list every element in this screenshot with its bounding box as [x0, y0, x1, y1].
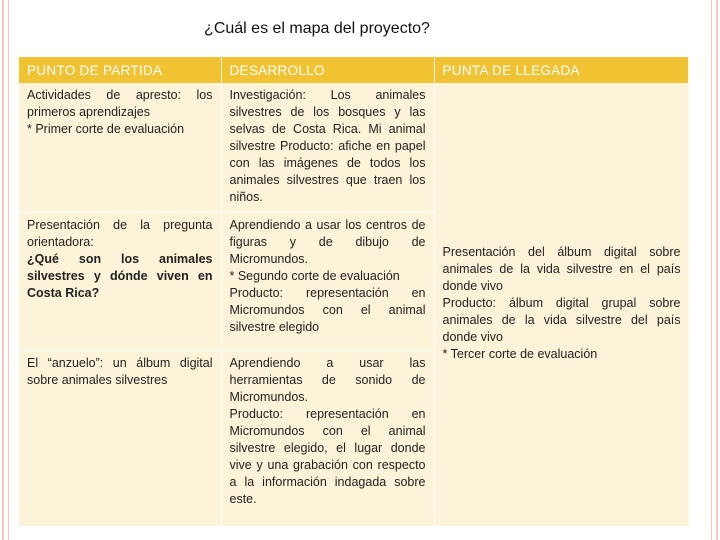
cell-text: Presentación del álbum digital sobre animales de la vida silvestre en el país donde vivo [442, 245, 681, 293]
header-punta-de-llegada: PUNTA DE LLEGADA [434, 57, 689, 83]
cell-text: Actividades de apresto: los primeros aprendizajes [27, 88, 213, 119]
frame-line-left-inner [8, 0, 9, 540]
frame-line-left-outer [2, 0, 4, 540]
cell-text: Aprendiendo a usar los centros de figuras y de dibujo de Micromundos. [229, 218, 426, 266]
project-map-table [19, 57, 689, 527]
table-header-row [19, 57, 689, 83]
cell-text: Aprendiendo a usar las herramientas de sonido de Micromundos. [229, 356, 426, 404]
cell-text: El “anzuelo”: un álbum digital sobre animales silvestres [27, 356, 213, 387]
cell-partida-1 [19, 83, 221, 213]
cell-llegada [434, 83, 689, 527]
frame-line-right-outer [716, 0, 718, 540]
cell-text: Presentación de la pregunta orientadora: [27, 218, 213, 249]
cell-text: Producto: representación en Micromundos con el animal silvestre elegido, el lugar donde vive y una grabación con respecto a la información indagada sobre este. [229, 407, 426, 506]
cell-desarrollo-1 [221, 83, 434, 213]
cell-partida-2 [19, 213, 221, 351]
cell-desarrollo-2 [221, 213, 434, 351]
cell-desarrollo-3 [221, 351, 434, 527]
cell-text: * Tercer corte de evaluación [442, 347, 598, 361]
header-desarrollo: DESARROLLO [221, 57, 434, 83]
cell-partida-3 [19, 351, 221, 527]
cell-text: * Primer corte de evaluación [27, 122, 185, 136]
cell-text-bold: ¿Qué son los animales silvestres y dónde viven en Costa Rica? [27, 252, 213, 300]
table-row [19, 83, 689, 213]
cell-text: Producto: representación en Micromundos con el animal silvestre elegido [229, 286, 426, 334]
cell-text: Producto: álbum digital grupal sobre animales de la vida silvestre del país donde vivo [442, 296, 681, 344]
header-punto-de-partida: PUNTO DE PARTIDA [19, 57, 221, 83]
cell-text: * Segundo corte de evaluación [229, 269, 400, 283]
page-title: ¿Cuál es el mapa del proyecto? [204, 20, 430, 37]
frame-line-right-inner [711, 0, 712, 540]
cell-text: Investigación: Los animales silvestres de los bosques y las selvas de Costa Rica. Mi animal silvestre Producto: afiche en papel con las imágenes de todos los animales silvestres que traen los niños. [229, 88, 426, 204]
